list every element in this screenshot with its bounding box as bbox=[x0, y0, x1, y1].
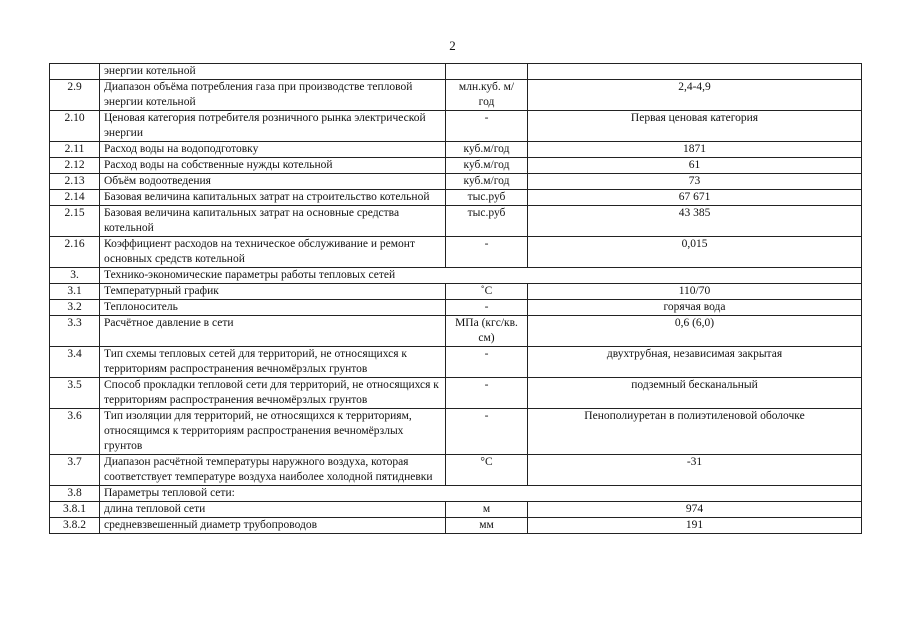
table-body bbox=[50, 64, 862, 534]
parameter-name: Способ прокладки тепловой сети для территорий, не относящихся к территориям распространения вечномёрзлых грунтов bbox=[100, 378, 446, 409]
row-number: 3.7 bbox=[50, 455, 100, 486]
table-row bbox=[50, 409, 862, 455]
value-cell: 2,4-4,9 bbox=[528, 80, 862, 111]
parameter-name: Теплоноситель bbox=[100, 300, 446, 316]
table-row bbox=[50, 518, 862, 534]
row-number: 2.13 bbox=[50, 174, 100, 190]
unit-cell: тыс.руб bbox=[446, 206, 528, 237]
table-row bbox=[50, 174, 862, 190]
table-row bbox=[50, 316, 862, 347]
page-number: 2 bbox=[449, 38, 456, 53]
parameter-name: Температурный график bbox=[100, 284, 446, 300]
section-title: Технико-экономические параметры работы тепловых сетей bbox=[100, 268, 862, 284]
value-cell: подземный бесканальный bbox=[528, 378, 862, 409]
table-row bbox=[50, 300, 862, 316]
value-cell: 191 bbox=[528, 518, 862, 534]
row-number: 3.4 bbox=[50, 347, 100, 378]
row-number: 2.14 bbox=[50, 190, 100, 206]
unit-cell: - bbox=[446, 347, 528, 378]
table-row bbox=[50, 142, 862, 158]
table-row bbox=[50, 347, 862, 378]
row-number: 3.8 bbox=[50, 486, 100, 502]
parameter-name: энергии котельной bbox=[100, 64, 446, 80]
value-cell: 0,6 (6,0) bbox=[528, 316, 862, 347]
parameter-name: Объём водоотведения bbox=[100, 174, 446, 190]
table-row bbox=[50, 455, 862, 486]
parameter-name: Расход воды на собственные нужды котельной bbox=[100, 158, 446, 174]
row-number: 2.10 bbox=[50, 111, 100, 142]
row-number: 2.16 bbox=[50, 237, 100, 268]
parameter-name: Коэффициент расходов на техническое обслуживание и ремонт основных средств котельной bbox=[100, 237, 446, 268]
value-cell: 61 bbox=[528, 158, 862, 174]
section-row bbox=[50, 486, 862, 502]
unit-cell: - bbox=[446, 237, 528, 268]
value-cell: 0,015 bbox=[528, 237, 862, 268]
unit-cell: МПа (кгс/кв. см) bbox=[446, 316, 528, 347]
row-number: 3.6 bbox=[50, 409, 100, 455]
value-cell: 73 bbox=[528, 174, 862, 190]
unit-cell: млн.куб. м/ год bbox=[446, 80, 528, 111]
parameter-name: длина тепловой сети bbox=[100, 502, 446, 518]
unit-cell: - bbox=[446, 378, 528, 409]
row-number: 2.12 bbox=[50, 158, 100, 174]
value-cell: 43 385 bbox=[528, 206, 862, 237]
unit-cell: - bbox=[446, 409, 528, 455]
unit-cell: - bbox=[446, 111, 528, 142]
row-number: 2.9 bbox=[50, 80, 100, 111]
unit-cell: °С bbox=[446, 455, 528, 486]
row-number: 3.1 bbox=[50, 284, 100, 300]
row-number: 3.5 bbox=[50, 378, 100, 409]
parameter-name: Тип изоляции для территорий, не относящихся к территориям, относящимся к территориям распространения вечномёрзлых грунтов bbox=[100, 409, 446, 455]
value-cell: горячая вода bbox=[528, 300, 862, 316]
value-cell: 1871 bbox=[528, 142, 862, 158]
parameter-name: Базовая величина капитальных затрат на основные средства котельной bbox=[100, 206, 446, 237]
table-row bbox=[50, 111, 862, 142]
unit-cell: куб.м/год bbox=[446, 158, 528, 174]
row-number: 3.3 bbox=[50, 316, 100, 347]
value-cell: -31 bbox=[528, 455, 862, 486]
parameter-name: Тип схемы тепловых сетей для территорий, не относящихся к территориям распространения вечномёрзлых грунтов bbox=[100, 347, 446, 378]
value-cell: двухтрубная, независимая закрытая bbox=[528, 347, 862, 378]
row-number: 3.2 bbox=[50, 300, 100, 316]
value-cell: 110/70 bbox=[528, 284, 862, 300]
parameter-name: Ценовая категория потребителя розничного рынка электрической энергии bbox=[100, 111, 446, 142]
parameter-name: Расход воды на водоподготовку bbox=[100, 142, 446, 158]
section-title: Параметры тепловой сети: bbox=[100, 486, 862, 502]
table-row bbox=[50, 284, 862, 300]
row-number: 3.8.1 bbox=[50, 502, 100, 518]
unit-cell: тыс.руб bbox=[446, 190, 528, 206]
unit-cell: куб.м/год bbox=[446, 174, 528, 190]
table-row bbox=[50, 378, 862, 409]
value-cell: Первая ценовая категория bbox=[528, 111, 862, 142]
parameters-table bbox=[49, 63, 862, 534]
table-row bbox=[50, 206, 862, 237]
row-number: 3. bbox=[50, 268, 100, 284]
unit-cell: ˚С bbox=[446, 284, 528, 300]
table-row bbox=[50, 502, 862, 518]
row-number: 3.8.2 bbox=[50, 518, 100, 534]
value-cell: Пенополиуретан в полиэтиленовой оболочке bbox=[528, 409, 862, 455]
table-row bbox=[50, 237, 862, 268]
unit-cell: - bbox=[446, 300, 528, 316]
parameter-name: Базовая величина капитальных затрат на строительство котельной bbox=[100, 190, 446, 206]
unit-cell bbox=[446, 64, 528, 80]
parameter-name: Расчётное давление в сети bbox=[100, 316, 446, 347]
table-row bbox=[50, 80, 862, 111]
table-row bbox=[50, 158, 862, 174]
parameter-name: Диапазон расчётной температуры наружного воздуха, которая соответствует температуре воздуха наиболее холодной пятидневки bbox=[100, 455, 446, 486]
row-number: 2.15 bbox=[50, 206, 100, 237]
value-cell: 974 bbox=[528, 502, 862, 518]
unit-cell: мм bbox=[446, 518, 528, 534]
parameter-name: Диапазон объёма потребления газа при производстве тепловой энергии котельной bbox=[100, 80, 446, 111]
unit-cell: куб.м/год bbox=[446, 142, 528, 158]
row-number bbox=[50, 64, 100, 80]
row-number: 2.11 bbox=[50, 142, 100, 158]
value-cell: 67 671 bbox=[528, 190, 862, 206]
section-row bbox=[50, 268, 862, 284]
value-cell bbox=[528, 64, 862, 80]
parameter-name: средневзвешенный диаметр трубопроводов bbox=[100, 518, 446, 534]
table-row bbox=[50, 64, 862, 80]
table-row bbox=[50, 190, 862, 206]
unit-cell: м bbox=[446, 502, 528, 518]
